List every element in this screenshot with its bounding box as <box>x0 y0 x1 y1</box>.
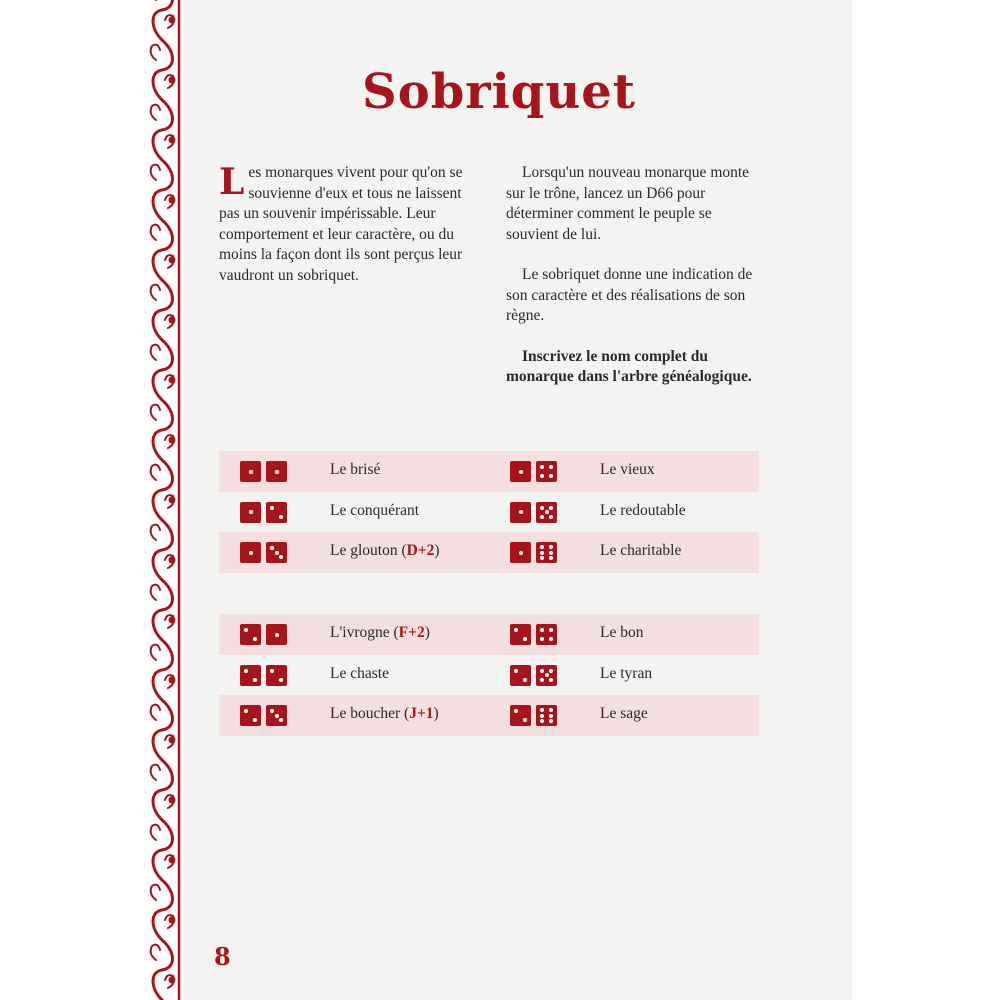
sobriquet-name: Le glouton ( <box>330 542 407 559</box>
sobriquet-label <box>330 461 380 479</box>
closing-paren: ) <box>424 624 430 641</box>
sobriquet-entry <box>219 614 489 655</box>
table-row <box>219 655 759 696</box>
die-face-4-icon <box>536 624 557 645</box>
drop-cap: L <box>219 161 245 203</box>
die-face-1-icon <box>240 502 261 523</box>
die-face-6-icon <box>536 542 557 563</box>
closing-paren: ) <box>433 705 439 722</box>
sobriquet-name: Le tyran <box>600 664 653 682</box>
intro-left-column <box>219 163 469 306</box>
sobriquet-label <box>600 665 652 683</box>
dice-roll <box>510 461 562 482</box>
sobriquet-entry <box>489 695 759 736</box>
die-face-1-icon <box>240 542 261 563</box>
sobriquet-table-2 <box>219 614 759 736</box>
die-face-5-icon <box>536 502 557 523</box>
table-row <box>219 614 759 655</box>
closing-paren: ) <box>434 542 440 559</box>
sobriquet-entry <box>489 451 759 492</box>
sobriquet-entry <box>489 655 759 696</box>
die-face-1-icon <box>510 502 531 523</box>
sobriquet-label <box>330 502 419 520</box>
sobriquet-label <box>600 461 655 479</box>
dice-roll <box>510 624 562 645</box>
die-face-1-icon <box>266 461 287 482</box>
sobriquet-entry <box>219 492 489 533</box>
sobriquet-label <box>600 624 643 642</box>
table-row <box>219 451 759 492</box>
dice-roll <box>240 542 292 563</box>
dice-roll <box>240 461 292 482</box>
sobriquet-name: Le boucher ( <box>330 705 410 722</box>
dice-roll <box>240 705 292 726</box>
sobriquet-entry <box>489 532 759 573</box>
intro-right-paragraph-2: Le sobriquet donne une indication de son caractère et des réalisations de son règne. <box>506 266 753 324</box>
page-number: 8 <box>214 942 231 971</box>
stat-modifier: D+2 <box>406 542 435 559</box>
sobriquet-label <box>330 705 439 723</box>
die-face-1-icon <box>510 542 531 563</box>
sobriquet-name: Le sage <box>600 705 648 722</box>
dice-roll <box>510 705 562 726</box>
sobriquet-name: Le bon <box>600 624 644 641</box>
page-title: Sobriquet <box>362 64 636 120</box>
die-face-6-icon <box>536 705 557 726</box>
die-face-1-icon <box>510 461 531 482</box>
sobriquet-label <box>330 624 430 642</box>
intro-right-paragraph-3: Inscrivez le nom complet du monarque dans l'arbre généalogique. <box>506 347 752 385</box>
sobriquet-label <box>600 542 681 560</box>
dice-roll <box>240 502 292 523</box>
table-row <box>219 492 759 533</box>
die-face-5-icon <box>536 665 557 686</box>
sobriquet-name: Le brisé <box>330 461 381 478</box>
die-face-2-icon <box>266 502 287 523</box>
sobriquet-label <box>330 542 440 560</box>
sobriquet-label <box>600 705 648 723</box>
dice-roll <box>510 665 562 686</box>
sobriquet-label <box>600 502 686 520</box>
table-row <box>219 532 759 573</box>
die-face-2-icon <box>510 665 531 686</box>
sobriquet-name: Le redoutable <box>600 501 686 519</box>
die-face-2-icon <box>240 705 261 726</box>
sobriquet-entry <box>489 614 759 655</box>
sobriquet-name: L'ivrogne ( <box>330 624 399 641</box>
die-face-3-icon <box>266 542 287 563</box>
die-face-3-icon <box>266 705 287 726</box>
stat-modifier: F+2 <box>398 624 425 641</box>
die-face-2-icon <box>266 665 287 686</box>
sobriquet-table-1 <box>219 451 759 573</box>
sobriquet-name: Le charitable <box>600 542 682 559</box>
die-face-1-icon <box>266 624 287 645</box>
sobriquet-entry <box>219 695 489 736</box>
ornamental-border <box>146 0 184 1000</box>
die-face-2-icon <box>510 705 531 726</box>
die-face-2-icon <box>240 624 261 645</box>
sobriquet-entry <box>489 492 759 533</box>
dice-roll <box>240 624 292 645</box>
sobriquet-entry <box>219 655 489 696</box>
sobriquet-entry <box>219 451 489 492</box>
sobriquet-name: Le conquérant <box>330 501 420 519</box>
sobriquet-name: Le chaste <box>330 664 389 682</box>
dice-roll <box>510 542 562 563</box>
sobriquet-name: Le vieux <box>600 461 655 478</box>
sobriquet-label <box>330 665 389 683</box>
sobriquet-entry <box>219 532 489 573</box>
stat-modifier: J+1 <box>409 705 434 722</box>
table-row <box>219 695 759 736</box>
die-face-2-icon <box>510 624 531 645</box>
intro-right-column <box>506 163 758 408</box>
die-face-2-icon <box>240 665 261 686</box>
die-face-4-icon <box>536 461 557 482</box>
intro-left-text: es monarques vivent pour qu'on se souvienne d'eux et tous ne laissent pas un souvenir impérissable. Leur comportement et leur caractère, ou du moins la façon dont ils sont perçus leur vaudront un sobriquet. <box>219 164 463 284</box>
die-face-1-icon <box>240 461 261 482</box>
dice-roll <box>240 665 292 686</box>
dice-roll <box>510 502 562 523</box>
intro-right-paragraph-1: Lorsqu'un nouveau monarque monte sur le trône, lancez un D66 pour déterminer comment le peuple se souvient de lui. <box>506 164 750 243</box>
